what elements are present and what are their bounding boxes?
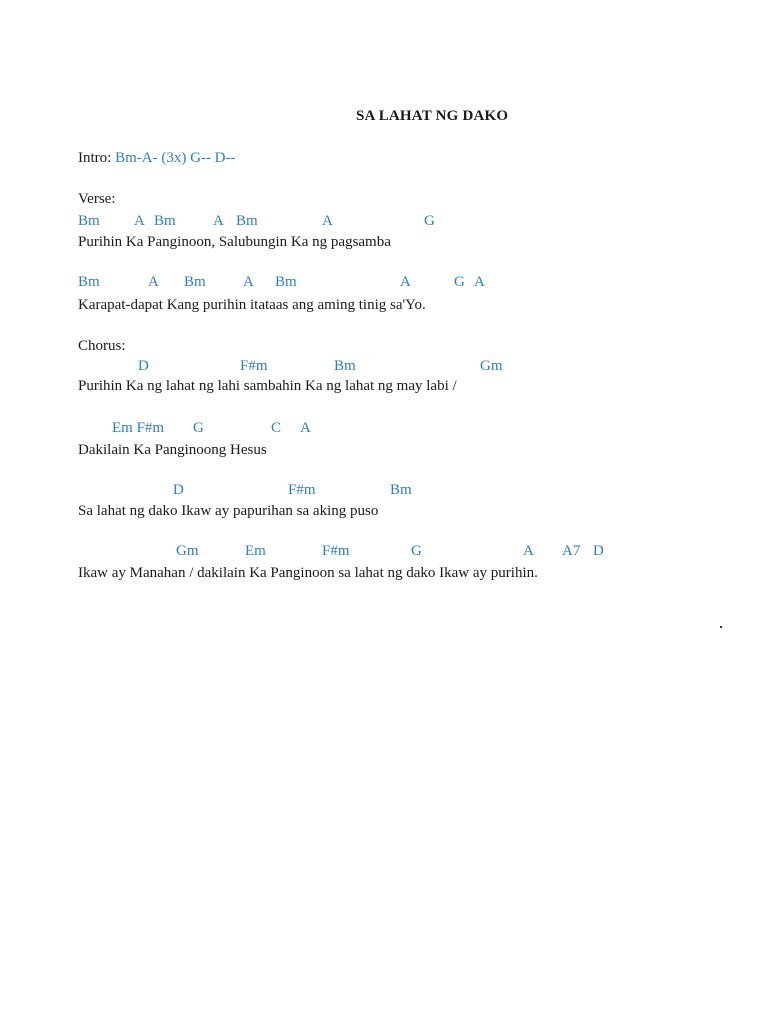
chord: A	[474, 274, 485, 290]
chord: Bm	[78, 213, 100, 229]
verse-lyric-1: Purihin Ka Panginoon, Salubungin Ka ng pagsamba	[78, 234, 391, 250]
chord: A	[523, 543, 534, 559]
chorus-lyric-1: Purihin Ka ng lahat ng lahi sambahin Ka ng lahat ng may labi /	[78, 378, 457, 394]
verse-chord-row-2	[0, 274, 680, 292]
chord: Gm	[480, 358, 503, 374]
chord: G	[411, 543, 422, 559]
chord: A	[400, 274, 411, 290]
chord: D	[173, 482, 184, 498]
chord: A	[322, 213, 333, 229]
intro-line	[78, 150, 235, 167]
chorus-lyric-4: Ikaw ay Manahan / dakilain Ka Panginoon sa lahat ng dako Ikaw ay purihin.	[78, 565, 538, 581]
chord: G	[424, 213, 435, 229]
chord: F#m	[322, 543, 350, 559]
chorus-chord-row-3	[0, 482, 680, 500]
chorus-chord-row-2	[0, 420, 680, 438]
intro-label: Intro:	[78, 150, 112, 166]
chord: Bm	[154, 213, 176, 229]
chord: Em	[245, 543, 266, 559]
chord: Em F#m	[112, 420, 165, 436]
chord: A	[300, 420, 311, 436]
verse-chord-row-1	[0, 213, 680, 231]
chorus-lyric-3: Sa lahat ng dako Ikaw ay papurihan sa aking puso	[78, 503, 379, 519]
chord: G	[454, 274, 465, 290]
chord: Bm	[236, 213, 258, 229]
chord: A7	[562, 543, 581, 559]
chord: Bm	[78, 274, 100, 290]
chorus-label: Chorus:	[78, 338, 126, 354]
chord: F#m	[288, 482, 316, 498]
chorus-chord-row-4	[0, 543, 680, 561]
verse-label: Verse:	[78, 191, 116, 207]
chord: D	[593, 543, 604, 559]
stray-dot	[720, 626, 722, 628]
chord: Bm	[390, 482, 412, 498]
page-title: SA LAHAT NG DAKO	[356, 108, 509, 124]
chorus-lyric-2: Dakilain Ka Panginoong Hesus	[78, 442, 267, 458]
chord: A	[148, 274, 159, 290]
chord: D	[138, 358, 149, 374]
intro-chords: Bm-A- (3x) G-- D--	[115, 150, 236, 166]
verse-lyric-2: Karapat-dapat Kang purihin itataas ang aming tinig sa'Yo.	[78, 297, 426, 313]
chorus-chord-row-1	[0, 358, 680, 376]
chord: A	[243, 274, 254, 290]
chord: Bm	[184, 274, 206, 290]
chord: C	[271, 420, 282, 436]
chord: A	[134, 213, 145, 229]
chord: Bm	[275, 274, 297, 290]
chord: F#m	[240, 358, 268, 374]
chord: A	[213, 213, 224, 229]
chord: Gm	[176, 543, 199, 559]
chord: Bm	[334, 358, 356, 374]
chord: G	[193, 420, 204, 436]
